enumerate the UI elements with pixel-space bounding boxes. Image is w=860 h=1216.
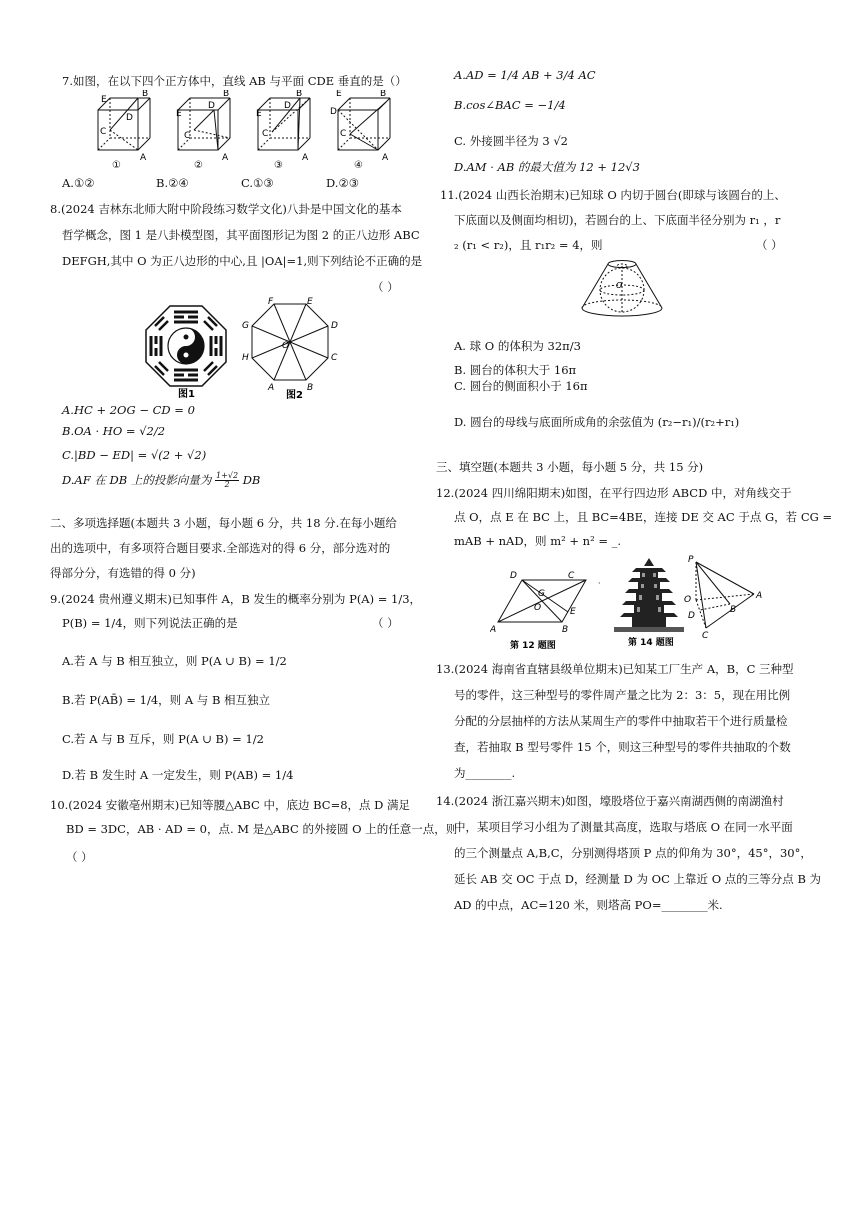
q13-line-1: 13.(2024 海南省直辖县级单位期末)已知某工厂生产 A，B，C 三种型	[436, 662, 794, 676]
svg-text:D: D	[284, 101, 291, 111]
q11-option-a: A. 球 O 的体积为 32π/3	[454, 339, 581, 353]
svg-text:C: C	[340, 129, 347, 139]
q7-stem: 7.如图，在以下四个正方体中，直线 AB 与平面 CDE 垂直的是（）	[62, 74, 407, 88]
q7-option-d: D.②③	[326, 176, 360, 190]
q11-line-1: 11.(2024 山西长治期末)已知球 O 内切于圆台(即球与该圆台的上、	[440, 188, 786, 202]
q9-line-2: P(B) = 1/4，则下列说法正确的是	[62, 616, 238, 630]
svg-text:D: D	[208, 101, 215, 111]
q9-answer-paren: （ ）	[372, 616, 399, 630]
svg-text:A: A	[302, 153, 309, 163]
svg-text:B: B	[380, 90, 387, 99]
svg-text:D: D	[330, 107, 337, 117]
q10-option-b: B.cos∠BAC = −1/4	[454, 98, 566, 112]
q10-option-d: D.AM · AB 的最大值为 12 + 12√3	[454, 160, 640, 174]
q7-fig-label-4: ④	[354, 160, 363, 170]
q8-line-3: DEFGH,其中 O 为正八边形的中心,且 |OA|=1,则下列结论不正确的是	[62, 254, 423, 268]
q9-option-b: B.若 P(AB̄) = 1/4，则 A 与 B 相互独立	[62, 693, 271, 707]
q8-line-1: 8.(2024 吉林东北师大附中阶段练习数学文化)八卦是中国文化的基本	[50, 202, 402, 216]
q8-line-2: 哲学概念，图 1 是八卦模型图，其平面图形记为图 2 的正八边形 ABC	[62, 228, 420, 242]
q8-answer-paren: （ ）	[372, 280, 399, 294]
q11-line-2: 下底面以及侧面均相切)，若圆台的上、下底面半径分别为 r₁ ，r	[454, 213, 781, 227]
svg-text:C: C	[262, 129, 269, 139]
svg-text:B: B	[730, 605, 737, 615]
svg-text:C: C	[331, 353, 338, 363]
q14-line-2: 中，某项目学习小组为了测量其高度，选取与塔底 O 在同一水平面	[454, 820, 793, 834]
svg-text:B: B	[562, 625, 569, 635]
frustum-figure	[574, 256, 670, 320]
q14-line-1: 14.(2024 浙江嘉兴期末)如图，壕股塔位于嘉兴南湖西侧的南湖渔村	[436, 794, 784, 808]
svg-text:O: O	[282, 341, 290, 351]
q12-line-1: 12.(2024 四川绵阳期末)如图，在平行四边形 ABCD 中，对角线交于	[436, 486, 792, 500]
svg-text:B: B	[142, 90, 149, 99]
svg-text:D: D	[331, 321, 338, 331]
svg-text:E: E	[256, 109, 262, 119]
svg-text:E: E	[336, 90, 342, 99]
svg-text:E: E	[101, 95, 107, 105]
section2-line-1: 二、多项选择题(本题共 3 小题，每小题 6 分，共 18 分.在每小题给	[50, 516, 397, 530]
q13-line-4: 查，若抽取 B 型号零件 15 个，则这三种型号的零件共抽取的个数	[454, 740, 791, 754]
svg-text:O: O	[616, 281, 623, 290]
svg-text:A: A	[222, 153, 229, 163]
q14-line-4: 延长 AB 交 OC 于点 D，经测量 D 为 OC 上靠近 O 点的三等分点 B 为	[454, 872, 822, 886]
svg-text:A: A	[490, 625, 497, 635]
q12-line-3: mAB + nAD，则 m² + n² = _.	[454, 534, 622, 548]
pagoda-photo	[614, 556, 684, 646]
q11-option-d: D. 圆台的母线与底面所成角的余弦值为 (r₂−r₁)/(r₂+r₁)	[454, 415, 740, 429]
svg-text:O: O	[684, 595, 692, 605]
svg-text:G: G	[538, 589, 545, 599]
q7-cubes-figure	[88, 90, 408, 170]
bagua-figure	[140, 302, 232, 398]
fig2-caption: 图2	[286, 390, 303, 400]
q7-fig-label-3: ③	[274, 160, 283, 170]
parallelogram-figure	[490, 566, 594, 650]
fig1-caption: 图1	[178, 389, 195, 398]
q9-line-1: 9.(2024 贵州遵义期末)已知事件 A，B 发生的概率分别为 P(A) = 1/3，	[50, 592, 422, 606]
q8-option-d-fraction	[215, 472, 239, 490]
svg-text:D: D	[510, 571, 517, 581]
svg-text:C: C	[702, 631, 709, 640]
q11-line-3: ₂ (r₁ < r₂)，且 r₁r₂ = 4，则	[454, 238, 603, 252]
q11-answer-paren: （ ）	[756, 238, 783, 252]
svg-text:G: G	[242, 321, 249, 331]
q9-option-d: D.若 B 发生时 A 一定发生，则 P(AB) = 1/4	[62, 768, 294, 782]
svg-text:P: P	[688, 555, 694, 565]
q8-option-d-pre: D.AF 在 DB 上的投影向量为	[62, 472, 212, 487]
section2-line-2: 出的选项中，有多项符合题目要求.全部选对的得 6 分，部分选对的	[50, 541, 391, 555]
svg-text:C: C	[100, 127, 107, 137]
svg-text:H: H	[242, 353, 249, 363]
svg-text:B: B	[307, 383, 314, 393]
q8-option-a: A.HC + 2OG − CD = 0	[62, 403, 195, 417]
q7-fig-label-1: ①	[112, 160, 121, 170]
svg-text:A: A	[140, 153, 147, 163]
section2-line-3: 得部分分，有选错的得 0 分)	[50, 566, 196, 580]
dot-mark: ·	[598, 579, 601, 588]
q8-option-d	[62, 472, 260, 490]
q10-answer-paren: （ ）	[66, 850, 93, 864]
pyramid-figure	[684, 554, 768, 640]
q13-line-3: 分配的分层抽样的方法从某周生产的零件中抽取若干个进行质量检	[454, 714, 788, 728]
q8-option-d-post: DB	[242, 472, 261, 487]
svg-text:C: C	[568, 571, 575, 581]
svg-text:F: F	[268, 297, 274, 307]
svg-text:E: E	[176, 109, 182, 119]
q13-line-5: 为________.	[454, 766, 516, 780]
svg-text:E: E	[307, 297, 313, 307]
q11-option-c: C. 圆台的侧面积小于 16π	[454, 379, 588, 393]
q13-line-2: 号的零件，这三种型号的零件周产量之比为 2：3：5，现在用比例	[454, 688, 791, 702]
q14-line-3: 的三个测量点 A,B,C，分别测得塔顶 P 点的仰角为 30°，45°，30°，	[454, 846, 812, 860]
svg-text:E: E	[570, 607, 576, 617]
fig14-caption: 第 14 题图	[628, 638, 674, 646]
svg-text:B: B	[223, 90, 230, 99]
q12-line-2: 点 O，点 E 在 BC 上，且 BC=4BE，连接 DE 交 AC 于点 G，若 CG =	[454, 510, 833, 524]
svg-text:A: A	[268, 383, 275, 393]
svg-text:D: D	[126, 113, 133, 123]
svg-text:B: B	[296, 90, 303, 99]
q10-option-c: C. 外接圆半径为 3 √2	[454, 134, 568, 148]
q10-line-2: BD = 3DC，AB · AD = 0，点. M 是△ABC 的外接圆 O 上的任意一点，则	[66, 822, 458, 836]
q10-line-1: 10.(2024 安徽亳州期末)已知等腰△ABC 中，底边 BC=8，点 D 满足	[50, 798, 411, 812]
q9-option-c: C.若 A 与 B 互斥，则 P(A ∪ B) = 1/2	[62, 732, 264, 746]
q7-fig-label-2: ②	[194, 160, 203, 170]
q14-line-5: AD 的中点，AC=120 米，则塔高 PO=________米.	[454, 898, 723, 912]
svg-text:A: A	[382, 153, 389, 163]
q11-option-b: B. 圆台的体积大于 16π	[454, 363, 577, 377]
q8-option-d-num: 1+√2	[216, 471, 239, 480]
octagon-figure	[238, 296, 342, 400]
section3-title: 三、填空题(本题共 3 小题，每小题 5 分，共 15 分)	[436, 460, 704, 474]
q8-option-c: C.|BD − ED| = √(2 + √2)	[62, 448, 207, 462]
q8-option-b: B.OA · HO = √2/2	[62, 424, 166, 438]
svg-text:C: C	[184, 131, 191, 141]
q10-option-a: A.AD = 1/4 AB + 3/4 AC	[454, 68, 596, 82]
q8-option-d-den: 2	[224, 480, 230, 490]
q7-option-a: A.①②	[62, 176, 95, 190]
q9-option-a: A.若 A 与 B 相互独立，则 P(A ∪ B) = 1/2	[62, 654, 287, 668]
svg-text:A: A	[756, 591, 763, 601]
svg-text:D: D	[688, 611, 695, 621]
fig12-caption: 第 12 题图	[510, 641, 556, 650]
svg-text:O: O	[534, 603, 542, 613]
q7-option-b: B.②④	[156, 176, 189, 190]
q7-option-c: C.①③	[241, 176, 274, 190]
